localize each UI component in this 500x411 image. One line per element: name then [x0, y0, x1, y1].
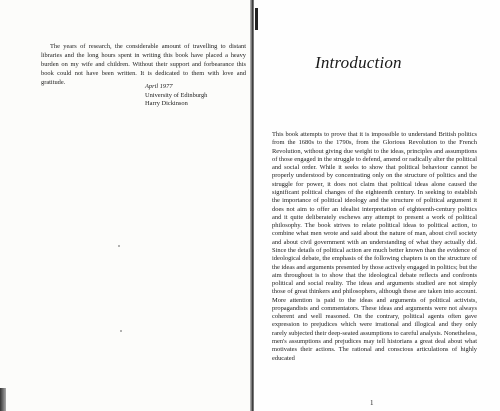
book-gutter [250, 0, 254, 411]
page-edge [0, 388, 6, 411]
signoff-institution: University of Edinburgh [145, 91, 208, 99]
dedication-paragraph: The years of research, the considerable amount of travelling to distant libraries and the long hours spent in writing this book have placed a heavy burden on my wife and children. Without their support and forbearance this book could not have been written. It is dedicated to them with love and gratitude. [41, 43, 246, 86]
signoff-author: Harry Dickinson [145, 100, 188, 108]
page-number: 1 [370, 399, 374, 407]
dedication-signoff [145, 83, 207, 109]
chapter-title: Introduction [315, 53, 402, 72]
paper-speck [120, 330, 122, 332]
paper-speck [118, 245, 120, 247]
signoff-date: April 1977 [145, 83, 173, 90]
introduction-body: This book attempts to prove that it is impossible to understand British politics from the 1680s to the 1790s, from the Glorious Revolution to the French Revolution, without giving due weight to the ideas, principles and assumptions of those engaged in the struggle to defend, amend or radically alter the political and social order. While it seeks to show that political behaviour cannot be properly understood by concentrating only on the structure of politics and the struggle for power, it does not claim that political ideas alone caused the significant political changes of the eighteenth century. In seeking to establish the importance of political ideology and the structure of political argument it does not aim to offer an idealist interpretation of eighteenth-century politics and it quite deliberately eschews any attempt to present a work of political philosophy. The book strives to relate political ideas to political action, to combine what men wrote and said about the nature of man, about civil society and about civil government with an understanding of what they actually did. Since the details of political action are much better known than the evidence of ideological debate, the emphasis of the following chapters is on the structure of the ideas and arguments presented by those actively engaged in politics; but the aim throughout is to show that the ideological debate reflects and confronts political and social reality. The ideas and arguments studied are not simply those of great thinkers and philosophers, although these are taken into account. More attention is paid to the ideas and arguments of political activists, propagandists and commentators. These ideas and arguments were not always coherent and well reasoned. On the contrary, political agents often gave expression to prejudices which were irrational and illogical and they only rarely subjected their deep-seated assumptions to careful analysis. Nonetheless, men's assumptions and prejudices may tell historians a great deal about what motivates their actions. The rational and conscious articulations of highly educated [272, 131, 477, 362]
gutter-mark [255, 8, 258, 30]
dedication-text [41, 43, 246, 88]
